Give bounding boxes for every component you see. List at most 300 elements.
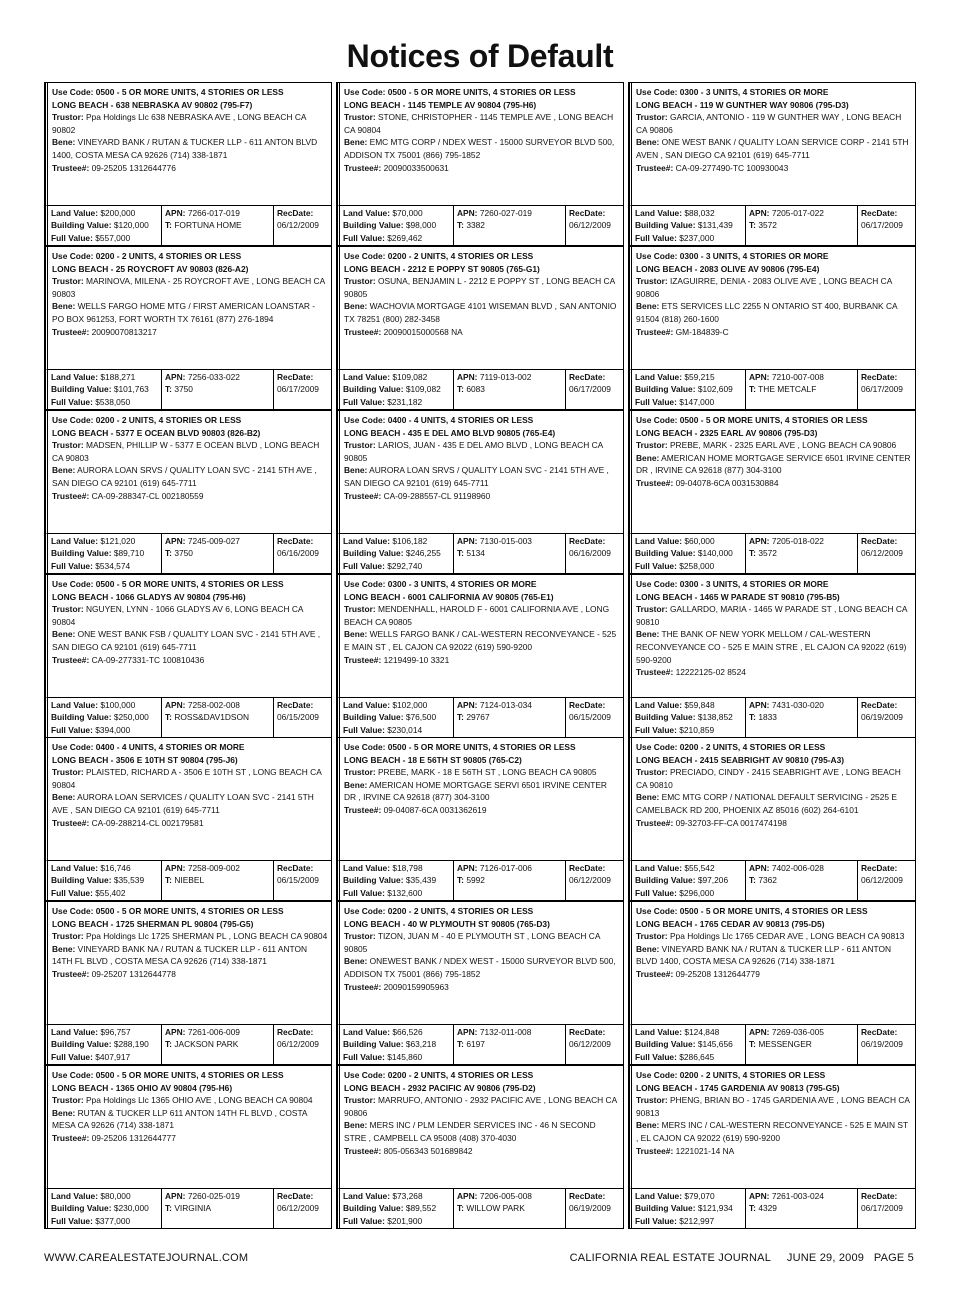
recdate-value: 06/12/2009 <box>569 1039 611 1050</box>
land-value-value: $109,082 <box>392 372 428 382</box>
beneficiary-line <box>636 1119 912 1144</box>
notice-values <box>629 1025 915 1064</box>
values-cell <box>340 861 454 900</box>
trustee-number-value: 12222125-02 8524 <box>675 667 746 678</box>
use-code-line <box>52 578 328 591</box>
tract-value: 1833 <box>758 712 777 723</box>
trustor-label: Trustor: <box>636 276 668 287</box>
land-value-value: $188,271 <box>100 372 136 382</box>
full-value-label: Full Value: <box>51 724 93 735</box>
full-value-label: Full Value: <box>51 232 93 243</box>
recdate-value: 06/15/2009 <box>277 875 319 886</box>
recdate-cell <box>858 861 912 900</box>
apn-line <box>749 535 854 547</box>
notice-values <box>45 861 331 900</box>
tract-line <box>457 1202 562 1214</box>
trustee-number-line <box>344 326 620 339</box>
notice-values <box>629 1189 915 1228</box>
land-value-line <box>51 1026 158 1038</box>
notice-details <box>45 83 331 206</box>
apn-value: 7126-017-006 <box>479 863 532 873</box>
tract-line <box>165 1038 270 1050</box>
land-value-value: $96,757 <box>100 1027 131 1037</box>
tract-line <box>749 711 854 723</box>
recdate-value: 06/19/2009 <box>861 712 903 723</box>
land-value-line <box>51 699 158 711</box>
recdate-label: RecDate: <box>277 1191 314 1201</box>
recdate-label: RecDate: <box>277 372 314 382</box>
apn-cell <box>746 206 858 245</box>
notice-values <box>337 370 623 409</box>
beneficiary-line <box>344 136 620 161</box>
trustor-line <box>52 930 328 943</box>
full-value-line <box>51 1051 158 1063</box>
land-value-line <box>51 862 158 874</box>
trustor-line <box>344 111 620 136</box>
notice-card[interactable] <box>628 1065 916 1229</box>
trustee-number-label: Trustee#: <box>52 1132 90 1143</box>
land-value-line <box>635 862 742 874</box>
tract-label: T: <box>165 384 172 395</box>
tract-label: T: <box>457 712 464 723</box>
beneficiary-label: Bene: <box>52 137 76 148</box>
trustor-line <box>636 111 912 136</box>
apn-label: APN: <box>165 700 186 710</box>
land-value-label: Land Value: <box>51 536 99 546</box>
apn-cell <box>162 1025 274 1064</box>
footer-website[interactable]: WWW.CAREALESTATEJOURNAL.COM <box>44 1252 249 1264</box>
property-address-value: LONG BEACH - 1465 W PARADE ST 90810 (795-B5) <box>636 591 840 602</box>
trustor-line <box>52 1094 328 1107</box>
apn-line <box>749 371 854 383</box>
property-address-line <box>52 99 328 112</box>
apn-cell <box>162 206 274 245</box>
tract-line <box>165 874 270 886</box>
trustor-label: Trustor: <box>344 767 376 778</box>
tract-value: 3572 <box>758 548 777 559</box>
trustor-value: MARRUFO, ANTONIO - 2932 PACIFIC AVE , LONG BEACH CA 90806 <box>344 1095 617 1118</box>
land-value-label: Land Value: <box>343 208 391 218</box>
beneficiary-line <box>52 791 328 816</box>
notice-card[interactable] <box>336 246 624 410</box>
values-cell <box>340 370 454 409</box>
land-value-value: $70,000 <box>392 208 423 218</box>
trustee-number-line <box>636 1145 912 1158</box>
property-address-line <box>52 918 328 931</box>
use-code-line <box>636 905 912 918</box>
trustor-value: Ppa Holdings Llc 1725 SHERMAN PL , LONG BEACH CA 90804 <box>85 931 328 942</box>
full-value-label: Full Value: <box>635 887 677 898</box>
notice-card[interactable] <box>336 574 624 738</box>
notice-card[interactable] <box>628 737 916 901</box>
beneficiary-label: Bene: <box>52 943 76 954</box>
land-value-value: $200,000 <box>100 208 136 218</box>
notice-values <box>337 861 623 900</box>
property-address-value: LONG BEACH - 2415 SEABRIGHT AV 90810 (795-A3) <box>636 754 845 765</box>
notice-card[interactable] <box>44 574 332 738</box>
values-cell <box>340 1025 454 1064</box>
tract-value: 3382 <box>466 220 485 231</box>
beneficiary-line <box>52 464 328 489</box>
property-address-value: LONG BEACH - 3506 E 10TH ST 90804 (795-J6) <box>52 754 238 765</box>
beneficiary-line <box>636 943 912 968</box>
building-value-label: Building Value: <box>635 384 696 395</box>
land-value-label: Land Value: <box>635 863 683 873</box>
building-value-value: $76,500 <box>405 712 437 723</box>
tract-line <box>749 874 854 886</box>
apn-value: 7205-018-022 <box>771 536 824 546</box>
building-value-label: Building Value: <box>635 1039 696 1050</box>
trustor-value: GARCIA, ANTONIO - 119 W GUNTHER WAY , LONG BEACH CA 90806 <box>636 112 902 135</box>
trustee-number-line <box>636 968 912 981</box>
trustee-number-value: CA-09-277490-TC 100930043 <box>675 162 789 173</box>
land-value-label: Land Value: <box>635 1027 683 1037</box>
notice-card[interactable] <box>628 246 916 410</box>
trustee-number-value: 09-25206 1312644777 <box>91 1132 176 1143</box>
recdate-cell <box>566 861 620 900</box>
tract-line <box>749 1202 854 1214</box>
notice-card[interactable] <box>336 901 624 1065</box>
use-code-value: Use Code: 0200 - 2 UNITS, 4 STORIES OR LESS <box>344 1070 534 1080</box>
recdate-cell <box>858 698 912 737</box>
tract-label: T: <box>165 1039 172 1050</box>
beneficiary-value: WELLS FARGO HOME MTG / FIRST AMERICAN LOANSTAR - PO BOX 961253, FORT WORTH TX 76161 (877) 276-1894 <box>52 301 316 324</box>
building-value-value: $109,082 <box>405 384 441 395</box>
values-cell <box>48 370 162 409</box>
land-value-line <box>51 207 158 219</box>
land-value-value: $80,000 <box>100 1191 131 1201</box>
use-code-value: Use Code: 0300 - 3 UNITS, 4 STORIES OR MORE <box>636 579 829 589</box>
notice-details <box>337 247 623 370</box>
tract-line <box>749 1038 854 1050</box>
notice-card[interactable] <box>628 410 916 574</box>
notice-card[interactable] <box>628 901 916 1065</box>
apn-label: APN: <box>457 208 478 218</box>
values-cell <box>48 534 162 573</box>
trustee-number-line <box>52 490 328 503</box>
building-value-value: $89,552 <box>405 1203 437 1214</box>
trustee-number-label: Trustee#: <box>636 817 674 828</box>
tract-label: T: <box>749 384 756 395</box>
apn-line <box>749 207 854 219</box>
building-value-value: $288,190 <box>113 1039 149 1050</box>
property-address-value: LONG BEACH - 1765 CEDAR AV 90813 (795-D5) <box>636 918 825 929</box>
apn-cell <box>162 861 274 900</box>
land-value-line <box>343 535 450 547</box>
use-code-value: Use Code: 0500 - 5 OR MORE UNITS, 4 STORIES OR LESS <box>52 579 284 589</box>
trustor-value: PRECIADO, CINDY - 2415 SEABRIGHT AVE , LONG BEACH CA 90810 <box>636 767 901 790</box>
property-address-value: LONG BEACH - 2212 E POPPY ST 90805 (765-G1) <box>344 263 540 274</box>
notice-details <box>337 1066 623 1189</box>
trustor-label: Trustor: <box>344 604 376 615</box>
use-code-value: Use Code: 0500 - 5 OR MORE UNITS, 4 STORIES OR LESS <box>344 87 576 97</box>
beneficiary-value: VINEYARD BANK / RUTAN & TUCKER LLP - 611 ANTON BLVD 1400, COSTA MESA CA 92626 (714) 338-1871 <box>52 137 318 160</box>
full-value-line <box>51 1215 158 1227</box>
apn-label: APN: <box>165 536 186 546</box>
notice-card[interactable] <box>336 737 624 901</box>
full-value-label: Full Value: <box>343 396 385 407</box>
beneficiary-line <box>636 300 912 325</box>
full-value-value: $145,860 <box>387 1051 423 1062</box>
recdate-label: RecDate: <box>569 1191 606 1201</box>
full-value-value: $286,645 <box>679 1051 715 1062</box>
trustor-line <box>344 439 620 464</box>
apn-value: 7258-002-008 <box>187 700 240 710</box>
use-code-value: Use Code: 0300 - 3 UNITS, 4 STORIES OR MORE <box>636 87 829 97</box>
building-value-line <box>51 1038 158 1050</box>
beneficiary-label: Bene: <box>636 1120 660 1131</box>
trustee-number-value: 1219499-10 3321 <box>383 654 450 665</box>
tract-label: T: <box>165 548 172 559</box>
apn-line <box>165 207 270 219</box>
full-value-line <box>343 396 450 408</box>
trustor-line <box>344 1094 620 1119</box>
values-cell <box>632 698 746 737</box>
tract-value: VIRGINIA <box>174 1203 212 1214</box>
recdate-cell <box>566 698 620 737</box>
notice-card[interactable] <box>44 1065 332 1229</box>
full-value-label: Full Value: <box>51 1051 93 1062</box>
trustee-number-line <box>344 162 620 175</box>
apn-label: APN: <box>457 863 478 873</box>
property-address-value: LONG BEACH - 2083 OLIVE AV 90806 (795-E4) <box>636 263 820 274</box>
land-value-line <box>51 371 158 383</box>
apn-value: 7119-013-002 <box>479 372 532 382</box>
notice-details <box>45 247 331 370</box>
use-code-line <box>636 578 912 591</box>
notice-card[interactable] <box>336 1065 624 1229</box>
notice-details <box>629 83 915 206</box>
full-value-line <box>343 1051 450 1063</box>
full-value-label: Full Value: <box>51 396 93 407</box>
trustee-number-value: GM-184839-C <box>675 326 729 337</box>
tract-label: T: <box>457 220 464 231</box>
use-code-line <box>52 905 328 918</box>
full-value-line <box>51 724 158 736</box>
tract-label: T: <box>749 875 756 886</box>
tract-value: 3750 <box>174 548 193 559</box>
notice-card[interactable] <box>44 246 332 410</box>
use-code-value: Use Code: 0500 - 5 OR MORE UNITS, 4 STORIES OR LESS <box>636 906 868 916</box>
notice-card[interactable] <box>336 82 624 246</box>
trustor-label: Trustor: <box>344 112 376 123</box>
trustee-number-value: 20090033500631 <box>383 162 449 173</box>
property-address-line <box>344 99 620 112</box>
tract-label: T: <box>749 1203 756 1214</box>
notice-card[interactable] <box>336 410 624 574</box>
tract-label: T: <box>165 712 172 723</box>
apn-line <box>749 1026 854 1038</box>
land-value-value: $16,746 <box>100 863 131 873</box>
values-cell <box>340 1189 454 1228</box>
full-value-line <box>343 1215 450 1227</box>
full-value-line <box>635 232 742 244</box>
trustor-line <box>344 603 620 628</box>
apn-value: 7431-030-020 <box>771 700 824 710</box>
apn-cell <box>746 861 858 900</box>
property-address-line <box>52 427 328 440</box>
land-value-line <box>343 1026 450 1038</box>
tract-value: THE METCALF <box>758 384 817 395</box>
use-code-line <box>344 741 620 754</box>
apn-value: 7206-005-008 <box>479 1191 532 1201</box>
recdate-value: 06/15/2009 <box>569 712 611 723</box>
land-value-line <box>343 207 450 219</box>
trustee-number-label: Trustee#: <box>344 162 382 173</box>
trustor-value: IZAGUIRRE, DENIA - 2083 OLIVE AVE , LONG BEACH CA 90806 <box>636 276 892 299</box>
trustee-number-value: 805-056343 501689842 <box>383 1145 473 1156</box>
notice-card[interactable] <box>44 737 332 901</box>
trustor-value: OSUNA, BENJAMIN L - 2212 E POPPY ST , LONG BEACH CA 90805 <box>344 276 615 299</box>
apn-line <box>457 207 562 219</box>
footer-publication: CALIFORNIA REAL ESTATE JOURNAL JUNE 29, 2009 PAGE 5 <box>569 1252 914 1264</box>
beneficiary-label: Bene: <box>344 465 368 476</box>
building-value-value: $230,000 <box>113 1203 149 1214</box>
tract-line <box>457 219 562 231</box>
notice-card[interactable] <box>44 82 332 246</box>
full-value-line <box>343 232 450 244</box>
values-cell <box>48 206 162 245</box>
use-code-value: Use Code: 0500 - 5 OR MORE UNITS, 4 STORIES OR LESS <box>344 742 576 752</box>
land-value-label: Land Value: <box>51 700 99 710</box>
tract-line <box>749 547 854 559</box>
use-code-value: Use Code: 0200 - 2 UNITS, 4 STORIES OR LESS <box>344 251 534 261</box>
use-code-line <box>636 250 912 263</box>
recdate-label: RecDate: <box>277 863 314 873</box>
full-value-label: Full Value: <box>635 396 677 407</box>
trustor-label: Trustor: <box>636 767 668 778</box>
trustor-value: Ppa Holdings Llc 638 NEBRASKA AVE , LONG BEACH CA 90802 <box>52 112 306 135</box>
trustor-label: Trustor: <box>636 604 668 615</box>
full-value-label: Full Value: <box>51 887 93 898</box>
tract-label: T: <box>749 548 756 559</box>
values-cell <box>340 534 454 573</box>
notice-card[interactable] <box>44 901 332 1065</box>
recdate-label: RecDate: <box>277 1027 314 1037</box>
beneficiary-value: VINEYARD BANK NA / RUTAN & TUCKER LLP - 611 ANTON 14TH FL BLVD , COSTA MESA CA 92626 (714) 338-1871 <box>52 943 308 967</box>
notice-details <box>337 575 623 698</box>
trustor-value: PHENG, BRIAN BO - 1745 GARDENIA AVE , LONG BEACH CA 90813 <box>636 1095 910 1118</box>
trustee-number-value: CA-09-288557-CL 91198960 <box>383 490 491 501</box>
trustor-line <box>636 275 912 300</box>
recdate-cell <box>858 206 912 245</box>
recdate-cell <box>858 370 912 409</box>
beneficiary-label: Bene: <box>636 452 660 463</box>
use-code-line <box>344 86 620 99</box>
apn-line <box>457 1190 562 1202</box>
trustor-value: Ppa Holdings Llc 1365 OHIO AVE , LONG BEACH CA 90804 <box>85 1095 313 1106</box>
property-address-value: LONG BEACH - 1745 GARDENIA AV 90813 (795-G5) <box>636 1082 840 1093</box>
recdate-label: RecDate: <box>861 536 898 546</box>
full-value-value: $210,859 <box>679 724 715 735</box>
trustor-line <box>636 603 912 628</box>
beneficiary-label: Bene: <box>52 792 76 803</box>
beneficiary-line <box>52 136 328 161</box>
notice-card[interactable] <box>628 574 916 738</box>
property-address-value: LONG BEACH - 1066 GLADYS AV 90804 (795-H6) <box>52 591 246 602</box>
land-value-line <box>635 1026 742 1038</box>
beneficiary-line <box>344 779 620 804</box>
recdate-value: 06/17/2009 <box>861 220 903 231</box>
values-cell <box>48 1189 162 1228</box>
full-value-value: $237,000 <box>679 232 715 243</box>
trustee-number-label: Trustee#: <box>344 326 382 337</box>
beneficiary-value: ONE WEST BANK / QUALITY LOAN SERVICE CORP - 2141 5TH AVEN , SAN DIEGO CA 92101 (619) 645-7711 <box>636 137 909 160</box>
land-value-label: Land Value: <box>343 700 391 710</box>
notice-details <box>45 738 331 861</box>
land-value-line <box>635 371 742 383</box>
notice-values <box>629 206 915 245</box>
use-code-value: Use Code: 0200 - 2 UNITS, 4 STORIES OR LESS <box>636 1070 826 1080</box>
notice-card[interactable] <box>44 410 332 574</box>
trustee-number-value: CA-09-288214-CL 002179581 <box>91 817 204 828</box>
land-value-label: Land Value: <box>343 1027 391 1037</box>
beneficiary-value: AURORA LOAN SRVS / QUALITY LOAN SVC - 2141 5TH AVE , SAN DIEGO CA 92101 (619) 645-7711 <box>52 465 317 488</box>
apn-cell <box>162 698 274 737</box>
property-address-value: LONG BEACH - 638 NEBRASKA AV 90802 (795-F7) <box>52 99 253 110</box>
full-value-value: $258,000 <box>679 560 715 571</box>
tract-value: 29767 <box>466 712 490 723</box>
property-address-line <box>636 263 912 276</box>
tract-line <box>749 219 854 231</box>
apn-label: APN: <box>165 863 186 873</box>
notice-details <box>45 575 331 698</box>
building-value-value: $98,000 <box>405 220 437 231</box>
notice-details <box>45 1066 331 1189</box>
notice-values <box>629 534 915 573</box>
trustee-number-line <box>52 1132 328 1145</box>
recdate-label: RecDate: <box>569 1027 606 1037</box>
tract-value: ROSS&DAV1DSON <box>174 712 250 723</box>
use-code-line <box>344 905 620 918</box>
full-value-line <box>635 724 742 736</box>
land-value-line <box>51 1190 158 1202</box>
apn-value: 7266-017-019 <box>187 208 240 218</box>
full-value-line <box>51 887 158 899</box>
notice-card[interactable] <box>628 82 916 246</box>
beneficiary-value: VINEYARD BANK NA / RUTAN & TUCKER LLP - 611 ANTON BLVD 1400, COSTA MESA CA 92626 (714) 338-1871 <box>636 943 892 967</box>
apn-value: 7256-033-022 <box>187 372 240 382</box>
full-value-line <box>343 560 450 572</box>
notice-details <box>629 1066 915 1189</box>
trustor-line <box>52 111 328 136</box>
trustor-value: PREBE, MARK - 18 E 56TH ST , LONG BEACH CA 90805 <box>377 767 597 778</box>
land-value-label: Land Value: <box>635 372 683 382</box>
beneficiary-line <box>52 628 328 653</box>
recdate-cell <box>566 1025 620 1064</box>
building-value-label: Building Value: <box>635 1203 696 1214</box>
property-address-line <box>636 754 912 767</box>
trustee-number-value: 09-04078-6CA 0031530884 <box>675 477 779 488</box>
trustee-number-label: Trustee#: <box>636 667 674 678</box>
recdate-value: 06/12/2009 <box>569 220 611 231</box>
recdate-cell <box>566 370 620 409</box>
land-value-label: Land Value: <box>51 863 99 873</box>
recdate-value: 06/17/2009 <box>277 384 319 395</box>
land-value-label: Land Value: <box>635 536 683 546</box>
building-value-value: $145,656 <box>697 1039 733 1050</box>
recdate-cell <box>274 534 328 573</box>
use-code-value: Use Code: 0200 - 2 UNITS, 4 STORIES OR LESS <box>52 415 242 425</box>
trustee-number-line <box>636 162 912 175</box>
trustor-value: PREBE, MARK - 2325 EARL AVE , LONG BEACH CA 90806 <box>669 440 897 451</box>
trustor-line <box>52 275 328 300</box>
apn-label: APN: <box>165 1027 186 1037</box>
notice-values <box>45 370 331 409</box>
tract-line <box>165 547 270 559</box>
tract-label: T: <box>165 1203 172 1214</box>
apn-label: APN: <box>457 1027 478 1037</box>
